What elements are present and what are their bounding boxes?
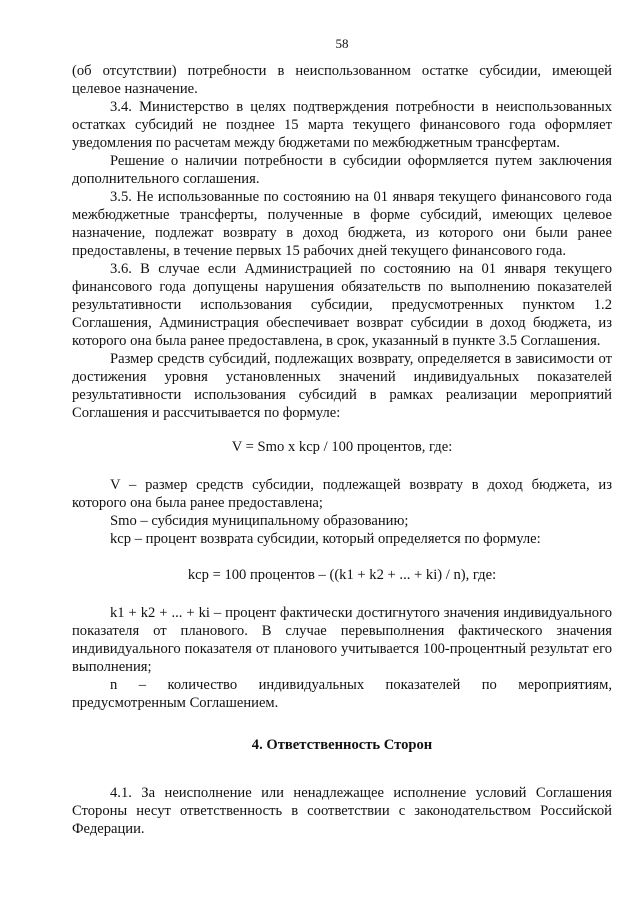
definition-kcp: kcp – процент возврата субсидии, который определяется по формуле: (110, 531, 541, 547)
document-page (72, 36, 612, 838)
paragraph-decision: Решение о наличии потребности в субсидии оформляется путем заключения дополнительного соглашения. (72, 153, 612, 187)
paragraph-3-5: 3.5. Не использованные по состоянию на 01 января текущего финансового года межбюджетные трансферты, полученные в форме субсидий, имеющих целевое назначение, подлежат возврату в доход бюджета, из которого они были ранее предоставлены, в течение первых 15 рабочих дней текущего финансового года. (72, 189, 612, 259)
formula-kcp: kcp = 100 процентов – ((k1 + k2 + ... + ki) / n), где: (187, 567, 497, 583)
formula-refund-volume: V = Smo x kcp / 100 процентов, где: (231, 439, 453, 455)
paragraph-3-6: 3.6. В случае если Администрацией по состоянию на 01 января текущего финансового года допущены нарушения обязательств по выполнению показателей результативности использования субсидии, предусмотренных пунктом 1.2 Соглашения, Администрация обеспечивает возврат субсидии в доход бюджета, из которого она была ранее предоставлена, в срок, указанный в пункте 3.5 Соглашения. (72, 261, 612, 349)
paragraph-refund-size: Размер средств субсидий, подлежащих возврату, определяется в зависимости от достижения уровня установленных значений индивидуальных показателей результативности использования субсидий в рамках реализации мероприятий Соглашения и рассчитывается по формуле: (72, 351, 612, 421)
formula-1-block (72, 422, 612, 476)
paragraph-4-1: 4.1. За неисполнение или ненадлежащее исполнение условий Соглашения Стороны несут ответственность в соответствии с законодательством Российской Федерации. (72, 785, 612, 837)
paragraph-continuation: (об отсутствии) потребности в неиспользованном остатке субсидии, имеющей целевое назначение. (72, 63, 612, 97)
paragraph-3-4: 3.4. Министерство в целях подтверждения потребности в неиспользованных остатках субсидий не позднее 15 марта текущего финансового года оформляет уведомления по расчетам между бюджетами по межбюджетным трансфертам. (72, 99, 612, 151)
section-heading-responsibility: 4. Ответственность Сторон (251, 737, 433, 753)
definition-v: V – размер средств субсидии, подлежащей возврату в доход бюджета, из которого она была ранее предоставлена; (72, 477, 612, 511)
definition-n: n – количество индивидуальных показателей по мероприятиям, предусмотренным Соглашением. (72, 677, 612, 711)
formula-2-block (72, 548, 612, 604)
page-number: 58 (335, 36, 349, 51)
definition-smo: Smo – субсидия муниципальному образованию; (110, 513, 409, 529)
definition-k-sum: k1 + k2 + ... + ki – процент фактически достигнутого значения индивидуального показателя от планового. В случае перевыполнения фактического значения индивидуального показателя от планового учитывается 100-процентный результат его выполнения; (72, 605, 612, 675)
